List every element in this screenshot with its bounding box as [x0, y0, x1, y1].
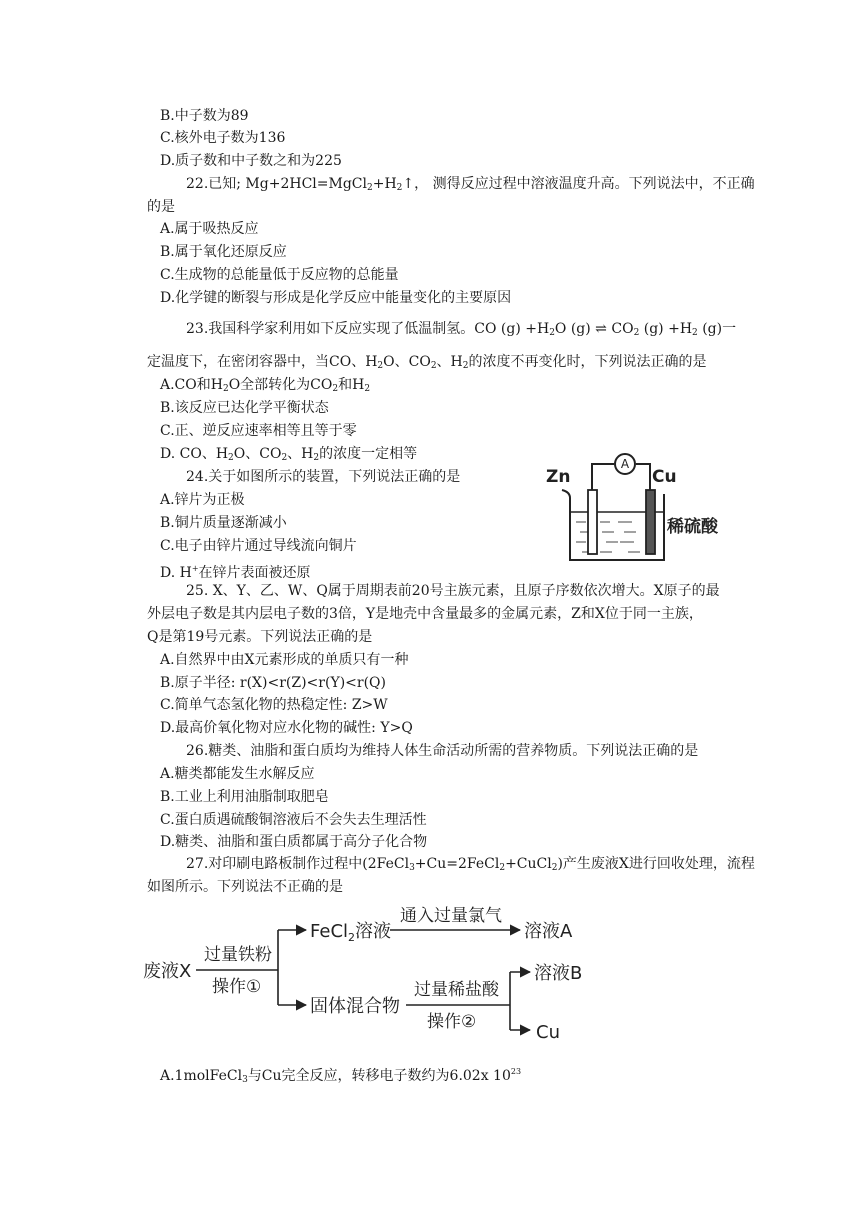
liquid-hatching [576, 522, 640, 552]
q26-option-c: C.蛋白质遇硫酸铜溶液后不会失去生理活性 [160, 812, 427, 828]
q22-stem: 22.已知; $Mg+2HCl=MgCl_2+H_2↑$， 测得反应过程中溶液温度升高。下列说法中，不正确 [186, 176, 755, 193]
acid-label: 稀硫酸 [667, 517, 718, 537]
ammeter-label: A [620, 457, 630, 471]
solution-a-label: 溶液A [524, 921, 573, 942]
q24-option-b: B.铜片质量逐渐减小 [160, 515, 287, 531]
step1-operation: 操作① [212, 977, 262, 997]
solid-mixture-label: 固体混合物 [310, 996, 400, 1017]
q21-option-c: C.核外电子数为136 [160, 130, 286, 146]
galvanic-cell-diagram [540, 452, 718, 567]
q27-stem: 27.对印刷电路板制作过程中(2FeCl$_3$+Cu=2FeCl$_2$+CuCl$_2$)产生废液X进行回收处理，流程 [186, 856, 755, 873]
step1-reagent: 过量铁粉 [204, 945, 272, 965]
solution-b-label: 溶液B [534, 963, 583, 984]
waste-x-label: 废液X [143, 961, 192, 982]
recovery-flowchart [138, 900, 608, 1048]
cu-product-label: Cu [536, 1022, 560, 1043]
q25-stem: 25. X、Y、乙、W、Q属于周期表前20号主族元素，且原子序数依次增大。X原子的最 [186, 583, 720, 599]
zn-electrode [588, 490, 597, 554]
q23-option-d: D. CO、$H_2O$、$CO_2$、$H_2$的浓度一定相等 [160, 446, 418, 463]
q25-option-c: C.简单气态氢化物的热稳定性: Z>W [160, 697, 388, 713]
q25-stem-cont1: 外层电子数是其内层电子数的3倍，Y是地壳中含量最多的金属元素，Z和X位于同一主族， [147, 606, 703, 622]
step2-operation: 操作② [427, 1012, 477, 1032]
fecl2-solution-label: FeCl$_2$溶液 [310, 921, 392, 944]
q23-option-a: A.CO和$H_2O$全部转化为$CO_2$和$H_2$ [160, 377, 371, 394]
q26-option-a: A.糖类都能发生水解反应 [160, 766, 315, 782]
q26-stem: 26.糖类、油脂和蛋白质均为维持人体生命活动所需的营养物质。下列说法正确的是 [186, 743, 699, 759]
cu-label: Cu [652, 467, 677, 487]
q21-option-d: D.质子数和中子数之和为225 [160, 153, 342, 169]
q24-option-a: A.锌片为正极 [160, 492, 245, 508]
chlorine-reagent: 通入过量氯气 [400, 906, 502, 926]
q22-option-a: A.属于吸热反应 [160, 221, 259, 237]
q27-stem-cont: 如图所示。下列说法不正确的是 [147, 879, 343, 895]
q21-option-b: B.中子数为89 [160, 108, 249, 124]
q22-option-c: C.生成物的总能量低于反应物的总能量 [160, 267, 399, 283]
q24-option-d: D. H+在锌片表面被还原 [160, 564, 311, 581]
q23-option-b: B.该反应已达化学平衡状态 [160, 400, 329, 416]
q27-option-a: A.1molFeCl$_3$与Cu完全反应，转移电子数约为6.02x $10^{23}$ [160, 1067, 522, 1085]
q22-stem-cont: 的是 [147, 199, 175, 215]
q26-option-d: D.糖类、油脂和蛋白质都属于高分子化合物 [160, 834, 428, 850]
cu-electrode [646, 490, 655, 554]
q25-option-a: A.自然界中由X元素形成的单质只有一种 [160, 652, 409, 668]
q22-option-b: B.属于氧化还原反应 [160, 244, 287, 260]
q23-stem: 23.我国科学家利用如下反应实现了低温制氢。CO $(g) +H_2O$ (g) ⇌ $CO_2$ $(g) +H_2$ (g)一 [186, 321, 737, 338]
q26-option-b: B.工业上利用油脂制取肥皂 [160, 789, 329, 805]
q24-option-c: C.电子由锌片通过导线流向铜片 [160, 538, 357, 554]
q23-stem-cont: 定温度下，在密闭容器中，当CO、$H_2O$、$CO_2$、$H_2$的浓度不再变化时，下列说法正确的是 [147, 354, 707, 371]
zn-label: Zn [546, 467, 571, 487]
q24-stem: 24.关于如图所示的装置，下列说法正确的是 [186, 469, 461, 485]
q22-option-d: D.化学键的断裂与形成是化学反应中能量变化的主要原因 [160, 290, 512, 306]
q25-option-d: D.最高价氧化物对应水化物的碱性: Y>Q [160, 720, 413, 736]
step2-reagent: 过量稀盐酸 [414, 980, 499, 1000]
q25-option-b: B.原子半径: r(X)<r(Z)<r(Y)<r(Q) [160, 675, 386, 691]
q23-option-c: C.正、逆反应速率相等且等于零 [160, 423, 357, 439]
q25-stem-cont2: Q是第19号元素。下列说法正确的是 [147, 629, 373, 645]
